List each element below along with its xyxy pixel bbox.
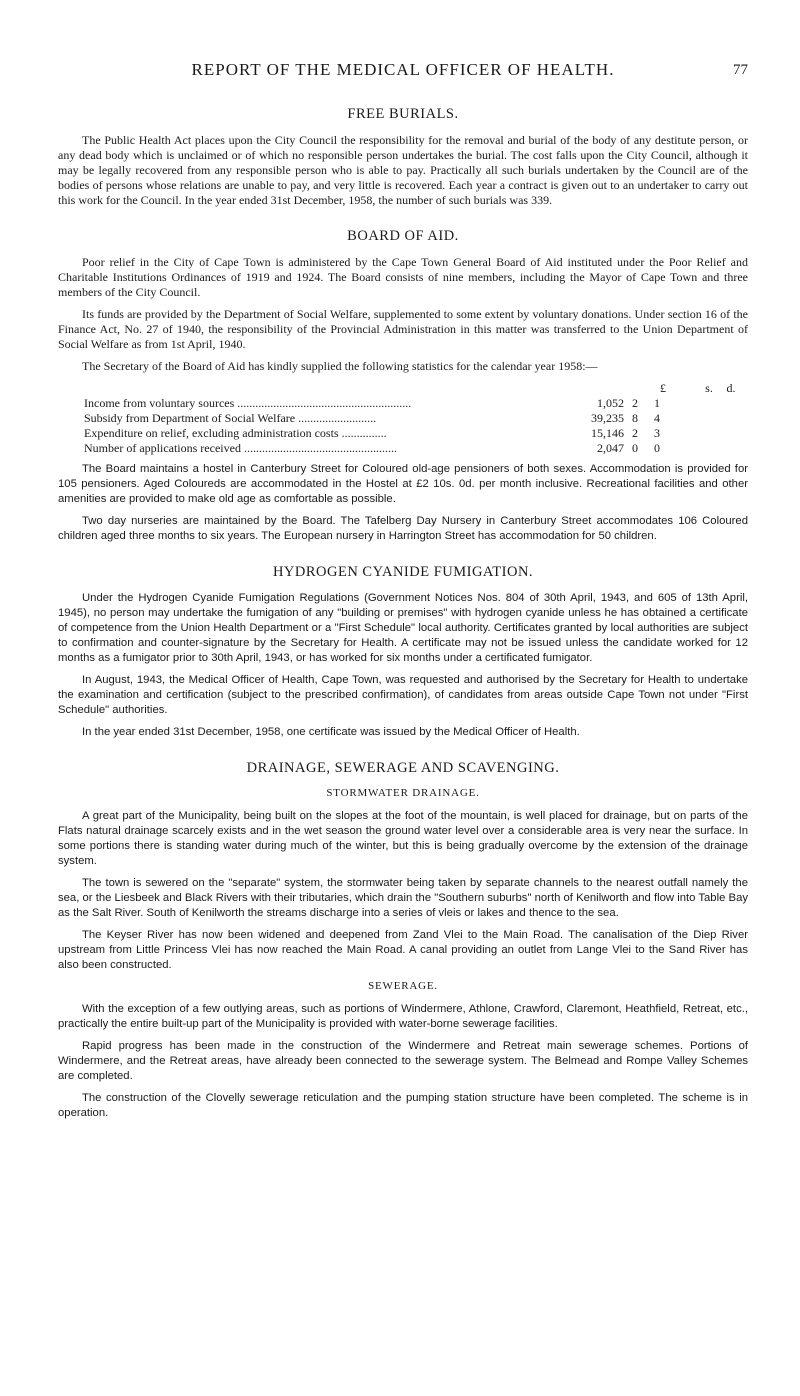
drainage-paragraph: A great part of the Municipality, being built on the slopes at the foot of the mountain, is well placed for drainage, but on parts of the Flats natural drainage scarcely exists and in the wet season the ground water level over a considerable area is very near the surface. In some portions there is standing water during much of the winter, but this is being gradually overcome by the extension of the drainage system. <box>58 810 748 867</box>
drainage-paragraph: The Keyser River has now been widened and deepened from Zand Vlei to the Main Road. The canalisation of the Diep River upstream from Little Princess Vlei has now reached the Main Road. A canal providing an outlet from Lange Vlei to the Sand River has also been constructed. <box>58 929 748 971</box>
statistics-row <box>58 426 748 441</box>
pence-value: 4 <box>654 411 660 425</box>
statistics-row <box>58 396 748 411</box>
board-of-aid-paragraph: Two day nurseries are maintained by the Board. The Tafelberg Day Nursery in Canterbury Street accommodates 106 Coloured children aged three months to six years. The European nursery in Harrington Street has accommodation for 50 children. <box>58 515 748 542</box>
hydrogen-cyanide-paragraph: In the year ended 31st December, 1958, one certificate was issued by the Medical Officer of Health. <box>82 726 580 738</box>
statistics-label: Income from voluntary sources .......................................................... <box>84 396 412 410</box>
statistics-header <box>58 381 748 396</box>
stormwater-subheading: STORMWATER DRAINAGE. <box>326 787 480 799</box>
pounds-value: 15,146 <box>591 426 624 440</box>
drainage-section <box>58 760 748 1121</box>
statistics-row <box>58 441 748 456</box>
hydrogen-cyanide-section <box>58 564 748 740</box>
pence-header: d. <box>726 381 736 395</box>
sewerage-subheading: SEWERAGE. <box>368 980 438 992</box>
statistics-table <box>58 381 748 456</box>
statistics-label: Number of applications received ................................................... <box>84 441 397 455</box>
sewerage-paragraph: The construction of the Clovelly sewerage reticulation and the pumping station structure have been completed. The scheme is in operation. <box>58 1092 748 1119</box>
statistics-label: Subsidy from Department of Social Welfare .......................... <box>84 411 377 425</box>
pounds-value: 39,235 <box>591 411 624 425</box>
pence-value: 0 <box>654 441 660 455</box>
board-of-aid-heading: BOARD OF AID. <box>347 228 459 244</box>
page-number: 77 <box>733 62 748 78</box>
report-title: REPORT OF THE MEDICAL OFFICER OF HEALTH. <box>191 60 615 79</box>
pounds-header: £ <box>660 381 666 395</box>
pounds-value: 1,052 <box>597 396 624 410</box>
shillings-value: 0 <box>632 441 638 455</box>
hydrogen-cyanide-paragraph: Under the Hydrogen Cyanide Fumigation Regulations (Government Notices Nos. 804 of 30th April, 1943, and 605 of 13th April, 1945), no person may undertake the fumigation of any "building or premises" with hydrogen cyanide unless he has obtained a certificate of competence from the Union Health Department or a "First Schedule" local authority. Certificates granted by local authorities are subject to confirmation and counter-signature by the Secretary for Health. A certificate may not be issued unless the candidate worked for 12 months as a fumigator prior to 30th April, 1943, or has worked for six months under a certificated fumigator. <box>58 592 748 664</box>
free-burials-paragraph: The Public Health Act places upon the City Council the responsibility for the removal and burial of the body of any destitute person, or any dead body which is unclaimed or of which no responsible person undertakes the burial. The cost falls upon the City Council, although it may be legally recovered from any responsible person who is able to pay. Practically all such burials undertaken by the Council are of the bodies of persons whose relations are unable to pay, and very little is recovered. Each year a contract is given out to an undertaker to carry out this work for the Council. In the year ended 31st December, 1958, the number of such burials was 339. <box>58 133 748 207</box>
sewerage-paragraph: Rapid progress has been made in the construction of the Windermere and Retreat main sewerage schemes. Portions of Windermere, and the Retreat areas, have already been connected to the sewerage system. The Belmead and Rompe Valley Schemes are completed. <box>58 1040 748 1082</box>
pence-value: 3 <box>654 426 660 440</box>
sewerage-paragraph: With the exception of a few outlying areas, such as portions of Windermere, Athlone, Crawford, Claremont, Heathfield, Retreat, etc., practically the entire built-up part of the Municipality is provided with water-borne sewerage facilities. <box>58 1003 748 1030</box>
shillings-value: 2 <box>632 396 638 410</box>
drainage-heading: DRAINAGE, SEWERAGE AND SCAVENGING. <box>246 760 560 776</box>
pounds-value: 2,047 <box>597 441 624 455</box>
hydrogen-cyanide-paragraph: In August, 1943, the Medical Officer of Health, Cape Town, was requested and authorised by the Secretary for Health to undertake the examination and certification (subject to the prescribed confirmation), of candidates from areas outside Cape Town not under "First Schedule" authorities. <box>58 674 748 716</box>
hydrogen-cyanide-heading: HYDROGEN CYANIDE FUMIGATION. <box>272 564 534 580</box>
shillings-value: 2 <box>632 426 638 440</box>
pence-value: 1 <box>654 396 660 410</box>
report-page <box>58 60 748 1128</box>
board-of-aid-paragraph: Poor relief in the City of Cape Town is administered by the Cape Town General Board of Aid instituted under the Poor Relief and Charitable Institutions Ordinances of 1919 and 1924. The Board consists of nine members, including the Mayor of Cape Town and three members of the City Council. <box>58 255 748 299</box>
shillings-value: 8 <box>632 411 638 425</box>
running-header <box>58 60 748 86</box>
board-of-aid-paragraph: The Secretary of the Board of Aid has kindly supplied the following statistics for the calendar year 1958:— <box>82 359 598 373</box>
free-burials-section <box>58 106 748 208</box>
board-of-aid-section <box>58 228 748 544</box>
board-of-aid-paragraph: Its funds are provided by the Department of Social Welfare, supplemented to some extent by voluntary donations. Under section 16 of the Finance Act, No. 27 of 1940, the responsibility of the Provincial Administration in this matter was transferred to the Union Department of Social Welfare as from 1st April, 1940. <box>58 307 748 351</box>
statistics-label: Expenditure on relief, excluding administration costs ............... <box>84 426 387 440</box>
board-of-aid-paragraph: The Board maintains a hostel in Canterbury Street for Coloured old-age pensioners of both sexes. Accommodation is provided for 105 pensioners. Aged Coloureds are accommodated in the Hostel at £2 10s. 0d. per month inclusive. Recreational facilities and other amenities are provided to make old age as comfortable as possible. <box>58 463 748 505</box>
shillings-header: s. <box>705 381 713 395</box>
free-burials-heading: FREE BURIALS. <box>347 106 459 122</box>
drainage-paragraph: The town is sewered on the "separate" system, the stormwater being taken by separate channels to the nearest outfall namely the sea, or the Liesbeek and Black Rivers with their tributaries, which drain the "Southern suburbs" north of Kenilworth and flow into Table Bay as the Salt River. South of Kenilworth the streams discharge into a series of vleis or lakes and thence to the sea. <box>58 877 748 919</box>
statistics-row <box>58 411 748 426</box>
